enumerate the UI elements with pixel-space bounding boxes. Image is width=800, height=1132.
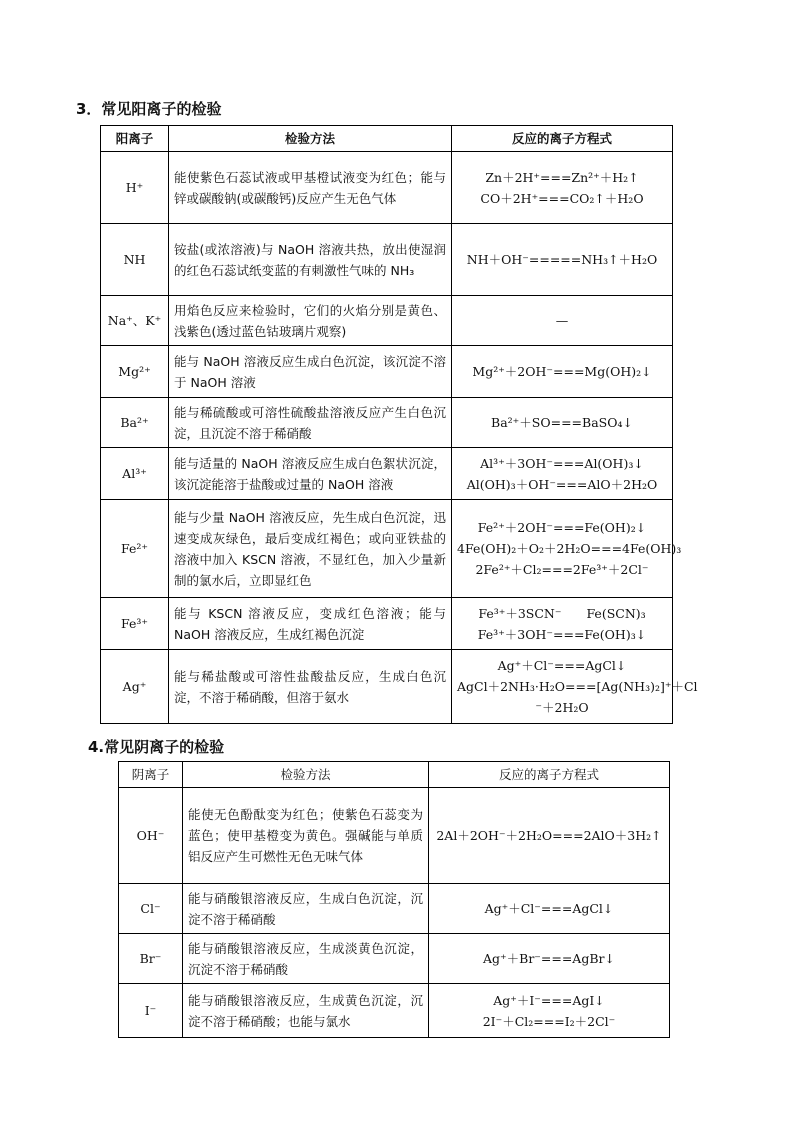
table-row bbox=[101, 448, 673, 500]
ion-cell: I⁻ bbox=[119, 984, 183, 1038]
method-cell: 能与稀盐酸或可溶性盐酸盐反应，生成白色沉淀，不溶于稀硝酸，但溶于氨水 bbox=[169, 650, 452, 724]
equation-line: Fe²⁺＋2OH⁻===Fe(OH)₂↓ bbox=[477, 520, 647, 535]
method-cell: 能与 NaOH 溶液反应生成白色沉淀，该沉淀不溶于 NaOH 溶液 bbox=[169, 346, 452, 398]
anion-table-body bbox=[119, 788, 670, 1038]
equation-cell bbox=[429, 984, 670, 1038]
equation-cell bbox=[452, 500, 682, 598]
equation-cell bbox=[452, 296, 673, 346]
equation-line: Mg²⁺＋2OH⁻===Mg(OH)₂↓ bbox=[472, 364, 652, 379]
anion-test-table bbox=[118, 761, 670, 1038]
table-row bbox=[101, 398, 673, 448]
equation-line: Al³⁺＋3OH⁻===Al(OH)₃↓ bbox=[480, 455, 644, 471]
equation-line: Ag⁺＋Br⁻===AgBr↓ bbox=[483, 951, 615, 966]
header-ion: 阴离子 bbox=[119, 762, 183, 788]
equation-line: Zn＋2H⁺===Zn²⁺＋H₂↑ bbox=[485, 169, 639, 185]
equation-line: Ag⁺＋Cl⁻===AgCl↓ bbox=[484, 901, 614, 916]
equation-line: Fe³⁺＋3OH⁻===Fe(OH)₃↓ bbox=[477, 626, 647, 642]
equation-line: Ag⁺＋Cl⁻===AgCl↓ bbox=[497, 658, 627, 673]
ion-cell: H⁺ bbox=[101, 152, 169, 224]
equation-cell bbox=[452, 598, 673, 650]
equation-line: — bbox=[555, 313, 569, 328]
method-cell: 能与硝酸银溶液反应，生成淡黄色沉淀，沉淀不溶于稀硝酸 bbox=[183, 934, 429, 984]
ion-cell: Al³⁺ bbox=[101, 448, 169, 500]
ion-cell: Ag⁺ bbox=[101, 650, 169, 724]
ion-cell: Fe²⁺ bbox=[101, 500, 169, 598]
cation-test-table bbox=[100, 125, 698, 724]
equation-line: Ba²⁺＋SO===BaSO₄↓ bbox=[491, 415, 633, 430]
table-row bbox=[101, 346, 673, 398]
equation-cell bbox=[452, 346, 673, 398]
method-cell: 能与 KSCN 溶液反应，变成红色溶液；能与 NaOH 溶液反应，生成红褐色沉淀 bbox=[169, 598, 452, 650]
method-cell: 能与适量的 NaOH 溶液反应生成白色絮状沉淀，该沉淀能溶于盐酸或过量的 NaOH 溶液 bbox=[169, 448, 452, 500]
table-row bbox=[119, 788, 670, 884]
table-row bbox=[101, 296, 673, 346]
section-4-title: 4.常见阴离子的检验 bbox=[88, 738, 225, 756]
ion-cell: Ba²⁺ bbox=[101, 398, 169, 448]
equation-cell bbox=[429, 934, 670, 984]
header-method: 检验方法 bbox=[183, 762, 429, 788]
equation-cell bbox=[452, 398, 673, 448]
equation-line: 2Fe²⁺＋Cl₂===2Fe³⁺＋2Cl⁻ bbox=[475, 562, 649, 577]
method-cell: 铵盐(或浓溶液)与 NaOH 溶液共热，放出使湿润的红色石蕊试纸变蓝的有刺激性气味的 NH₃ bbox=[169, 224, 452, 296]
method-cell: 能使无色酚酞变为红色；使紫色石蕊变为蓝色；使甲基橙变为黄色。强碱能与单质铝反应产生可燃性无色无味气体 bbox=[183, 788, 429, 884]
equation-cell bbox=[452, 650, 698, 724]
ion-cell: Br⁻ bbox=[119, 934, 183, 984]
table-row bbox=[101, 598, 673, 650]
ion-cell: NH bbox=[101, 224, 169, 296]
header-method: 检验方法 bbox=[169, 126, 452, 152]
table-row bbox=[101, 152, 673, 224]
equation-line: 2Al＋2OH⁻＋2H₂O===2AlO＋3H₂↑ bbox=[436, 828, 662, 843]
table-row bbox=[101, 650, 673, 724]
equation-cell bbox=[429, 788, 670, 884]
equation-line: Fe³⁺＋3SCN⁻ Fe(SCN)₃ bbox=[478, 605, 646, 621]
equation-cell bbox=[452, 448, 673, 500]
table-row bbox=[119, 984, 670, 1038]
header-ion: 阳离子 bbox=[101, 126, 169, 152]
equation-cell bbox=[429, 884, 670, 934]
equation-line: AgCl＋2NH₃·H₂O===[Ag(NH₃)₂]⁺＋Cl bbox=[457, 679, 698, 694]
equation-line: Ag⁺＋I⁻===AgI↓ bbox=[493, 992, 605, 1008]
method-cell: 用焰色反应来检验时，它们的火焰分别是黄色、浅紫色(透过蓝色钴玻璃片观察) bbox=[169, 296, 452, 346]
table-row bbox=[101, 500, 673, 598]
method-cell: 能与硝酸银溶液反应，生成白色沉淀，沉淀不溶于稀硝酸 bbox=[183, 884, 429, 934]
header-equation: 反应的离子方程式 bbox=[429, 762, 670, 788]
ion-cell: Mg²⁺ bbox=[101, 346, 169, 398]
method-cell: 能使紫色石蕊试液或甲基橙试液变为红色；能与锌或碳酸钠(或碳酸钙)反应产生无色气体 bbox=[169, 152, 452, 224]
equation-line: 4Fe(OH)₂＋O₂＋2H₂O===4Fe(OH)₃ bbox=[457, 541, 682, 556]
table-row bbox=[119, 884, 670, 934]
equation-line: Al(OH)₃＋OH⁻===AlO＋2H₂O bbox=[466, 476, 658, 492]
section-3-title: 3．常见阳离子的检验 bbox=[76, 100, 222, 118]
method-cell: 能与稀硫酸或可溶性硫酸盐溶液反应产生白色沉淀，且沉淀不溶于稀硝酸 bbox=[169, 398, 452, 448]
equation-line: NH＋OH⁻=====NH₃↑＋H₂O bbox=[466, 252, 658, 267]
method-cell: 能与少量 NaOH 溶液反应，先生成白色沉淀，迅速变成灰绿色，最后变成红褐色；或向亚铁盐的溶液中加入 KSCN 溶液，不显红色，加入少量新制的氯水后，立即显红色 bbox=[169, 500, 452, 598]
equation-cell bbox=[452, 152, 673, 224]
equation-line: ⁻＋2H₂O bbox=[535, 700, 589, 715]
ion-cell: OH⁻ bbox=[119, 788, 183, 884]
ion-cell: Fe³⁺ bbox=[101, 598, 169, 650]
ion-cell: Na⁺、K⁺ bbox=[101, 296, 169, 346]
equation-line: CO＋2H⁺===CO₂↑＋H₂O bbox=[480, 190, 644, 206]
equation-cell bbox=[452, 224, 673, 296]
cation-table-body bbox=[101, 152, 698, 724]
header-equation: 反应的离子方程式 bbox=[452, 126, 673, 152]
method-cell: 能与硝酸银溶液反应，生成黄色沉淀，沉淀不溶于稀硝酸；也能与氯水 bbox=[183, 984, 429, 1038]
equation-line: 2I⁻＋Cl₂===I₂＋2Cl⁻ bbox=[482, 1013, 616, 1029]
ion-cell: Cl⁻ bbox=[119, 884, 183, 934]
table-row bbox=[119, 934, 670, 984]
table-row bbox=[101, 224, 673, 296]
